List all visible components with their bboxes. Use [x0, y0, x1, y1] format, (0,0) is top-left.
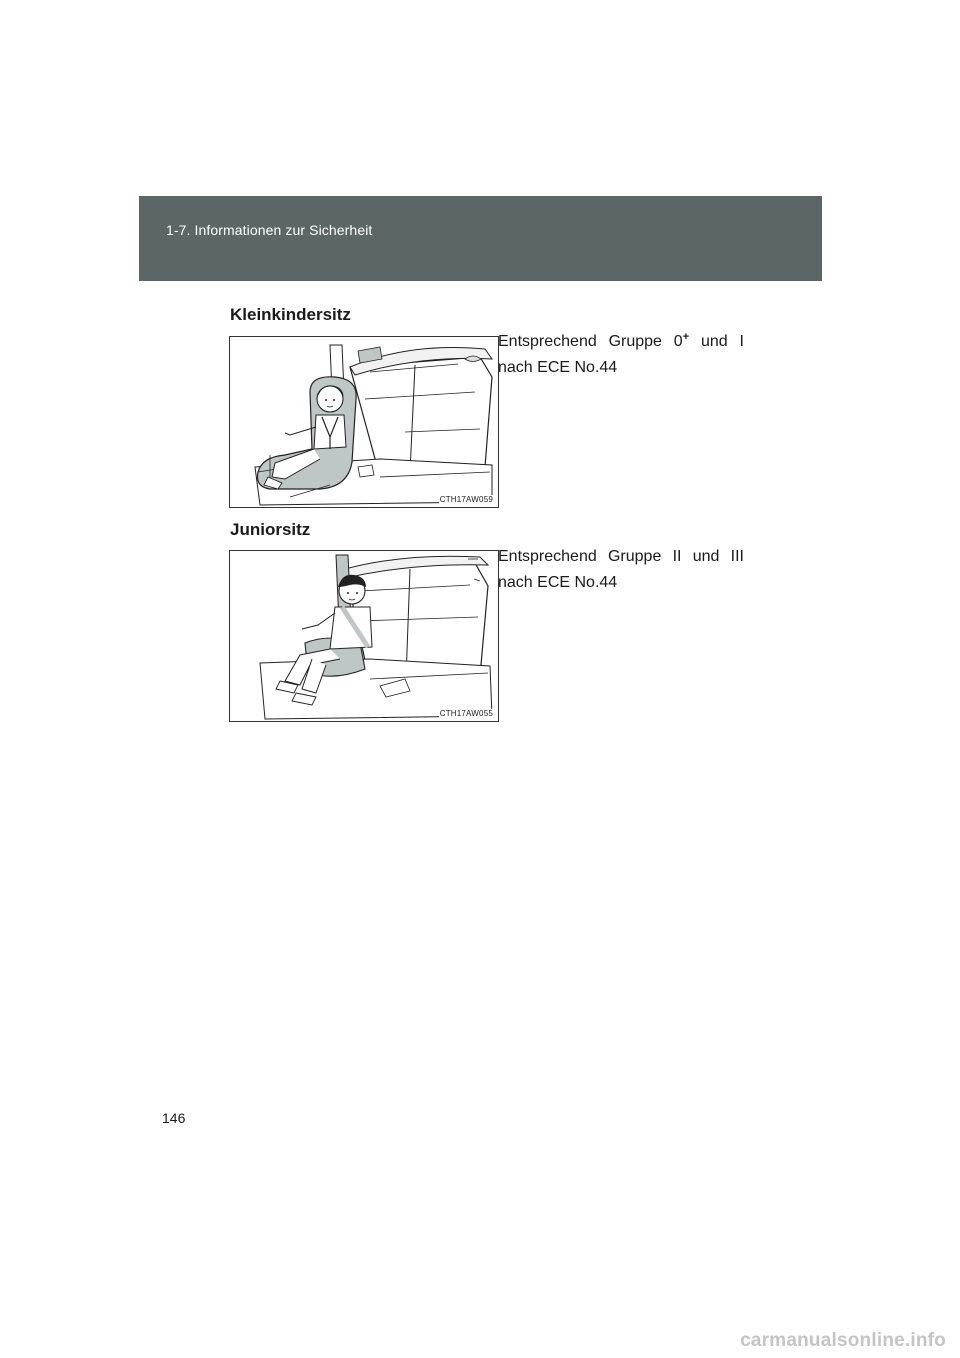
figure-junior-seat: [229, 550, 499, 722]
desc-word: Gruppe: [608, 333, 662, 350]
section-heading-juniorsitz: Juniorsitz: [230, 520, 311, 539]
page-number: 146: [162, 1110, 186, 1126]
plus-superscript: +: [682, 331, 690, 343]
desc-line2: nach ECE No.44: [498, 574, 618, 591]
desc-word: und: [700, 333, 728, 350]
desc-word: 0: [673, 333, 683, 350]
section-description-kleinkindersitz: [498, 329, 744, 381]
desc-word: Entsprechend: [498, 333, 597, 350]
infant-seat-illustration: [230, 337, 499, 508]
desc-word-group: [674, 329, 689, 355]
watermark-text: carmanualsonline.info: [740, 1330, 946, 1351]
desc-word: Gruppe: [607, 548, 662, 565]
desc-word: I: [739, 333, 744, 350]
chapter-section-title: 1-7. Informationen zur Sicherheit: [166, 222, 373, 238]
desc-word: Entsprechend: [498, 548, 597, 565]
desc-line2: nach ECE No.44: [498, 359, 618, 376]
section-heading-kleinkindersitz: Kleinkindersitz: [230, 305, 351, 324]
desc-word: III: [730, 548, 744, 565]
chapter-header-band: [139, 196, 822, 281]
desc-word: II: [672, 548, 682, 565]
junior-seat-illustration: [230, 551, 499, 722]
figure-code: CTH17AW059: [439, 495, 493, 504]
figure-code: CTH17AW055: [439, 709, 493, 718]
figure-infant-seat: [229, 336, 499, 508]
desc-word: und: [692, 548, 720, 565]
section-description-juniorsitz: [498, 544, 744, 596]
